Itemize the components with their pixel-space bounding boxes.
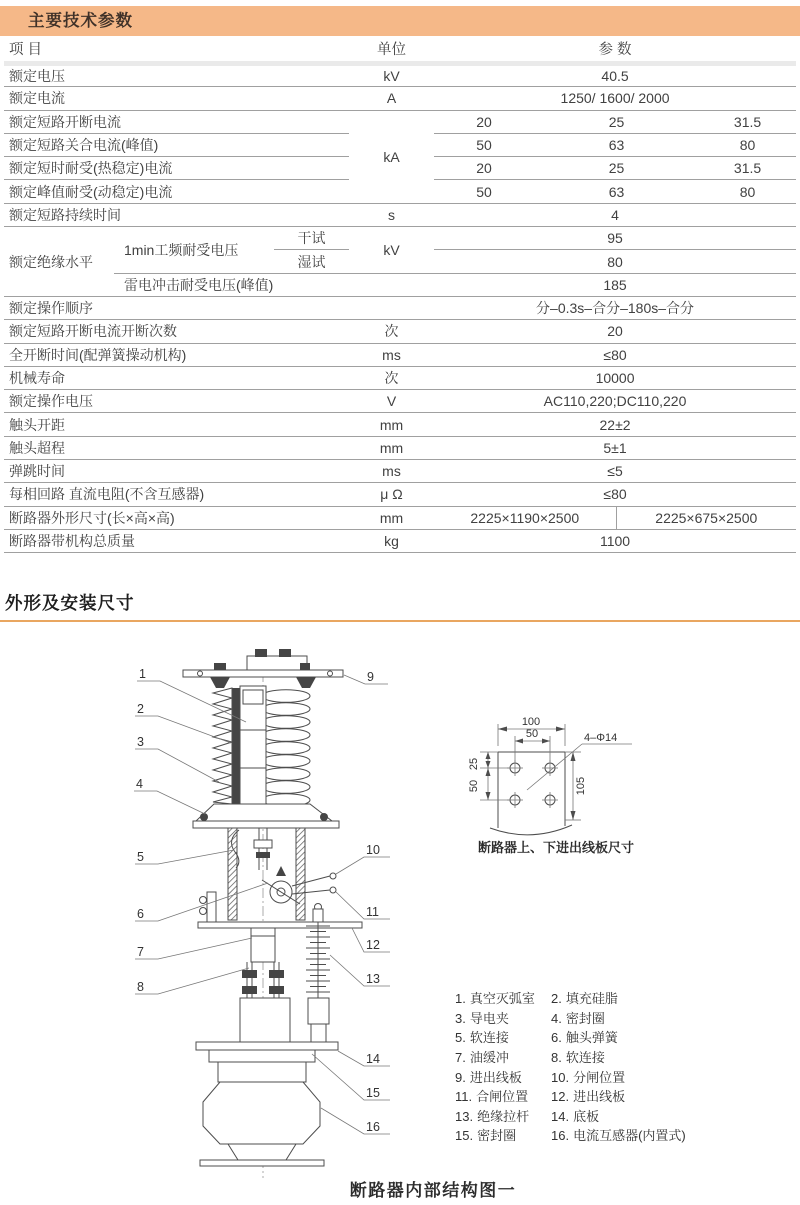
parts-legend: [455, 988, 730, 1145]
legend-row: [455, 1086, 730, 1106]
item-cell: 弹跳时间: [4, 460, 349, 483]
unit-cell: A: [349, 87, 434, 110]
item-cell: 额定操作顺序: [4, 296, 349, 319]
test-cell: 湿试: [274, 250, 349, 273]
unit-cell: kV: [349, 64, 434, 87]
item-cell: 断路器带机构总质量: [4, 529, 349, 552]
item-cell: 额定短路开断电流: [4, 110, 349, 133]
value-cell: 63: [534, 180, 699, 203]
item-cell: 触头开距: [4, 413, 349, 436]
item-sub-cell: 1min工频耐受电压: [114, 227, 274, 274]
spec-table: [4, 38, 796, 553]
value-cell: 2225×1190×2500: [434, 506, 616, 529]
callout-14: 14: [366, 1052, 380, 1066]
legend-item: 4. 密封圈: [551, 1010, 605, 1026]
value-cell: 95: [434, 227, 796, 250]
item-cell: 额定短时耐受(热稳定)电流: [4, 157, 349, 180]
legend-item: 7. 油缓冲: [455, 1050, 509, 1066]
item-group-cell: 额定绝缘水平: [4, 227, 114, 297]
item-cell: 触头超程: [4, 436, 349, 459]
value-cell: 80: [434, 250, 796, 273]
callout-4: 4: [136, 777, 143, 791]
orange-rule: [0, 620, 800, 622]
item-cell: 全开断时间(配弹簧操动机构): [4, 343, 349, 366]
value-cell: 25: [534, 110, 699, 133]
section1-title-bar: [0, 6, 800, 36]
callout-9: 9: [367, 670, 374, 684]
legend-row: [455, 1047, 730, 1067]
figure-caption: 断路器内部结构图一: [349, 1181, 517, 1200]
value-cell: 63: [534, 133, 699, 156]
value-cell: 22±2: [434, 413, 796, 436]
unit-cell: [349, 273, 434, 296]
value-cell: 4: [434, 203, 796, 226]
legend-row: [455, 1027, 730, 1047]
table-row: [4, 343, 796, 366]
unit-cell: 次: [349, 320, 434, 343]
callout-15: 15: [366, 1086, 380, 1100]
legend-row: [455, 988, 730, 1008]
table-row: [4, 390, 796, 413]
value-cell: 20: [434, 157, 534, 180]
legend-row: [455, 1125, 730, 1145]
dim-hole-spacing-v: 50: [468, 779, 480, 793]
unit-cell: kg: [349, 529, 434, 552]
value-cell: ≤80: [434, 343, 796, 366]
unit-cell: mm: [349, 506, 434, 529]
legend-item: 1. 真空灭弧室: [455, 991, 535, 1007]
col-header-param: 参 数: [434, 38, 796, 64]
dim-outer-width: 100: [521, 716, 541, 728]
callout-1: 1: [139, 667, 146, 681]
value-cell: 185: [434, 273, 796, 296]
value-cell: ≤80: [434, 483, 796, 506]
table-row: [4, 460, 796, 483]
value-cell: 25: [534, 157, 699, 180]
value-cell: ≤5: [434, 460, 796, 483]
legend-row: [455, 1008, 730, 1028]
value-cell: 10000: [434, 366, 796, 389]
item-cell: 额定电压: [4, 64, 349, 87]
main-drawing: [183, 649, 362, 1166]
hole-note: 4–Φ14: [584, 732, 618, 744]
value-cell: 80: [699, 180, 796, 203]
table-row: [4, 366, 796, 389]
legend-item: 12. 进出线板: [551, 1089, 626, 1105]
legend-row: [455, 1066, 730, 1086]
unit-cell: V: [349, 390, 434, 413]
unit-cell-ka: kA: [349, 110, 434, 203]
callout-10: 10: [366, 843, 380, 857]
callout-7: 7: [137, 945, 144, 959]
table-row: [4, 273, 796, 296]
table-row: [4, 64, 796, 87]
legend-item: 16. 电流互感器(内置式): [551, 1128, 686, 1144]
table-row: [4, 413, 796, 436]
legend-row: [455, 1106, 730, 1126]
item-cell: 额定操作电压: [4, 390, 349, 413]
table-row: [4, 296, 796, 319]
table-row: [4, 529, 796, 552]
unit-cell: 次: [349, 366, 434, 389]
value-cell: 2225×675×2500: [616, 506, 796, 529]
col-header-item: 项 目: [4, 38, 349, 64]
callout-3: 3: [137, 735, 144, 749]
legend-item: 10. 分闸位置: [551, 1069, 626, 1085]
detail-caption: 断路器上、下进出线板尺寸: [478, 840, 635, 855]
legend-item: 9. 进出线板: [455, 1069, 522, 1085]
item-cell: 额定短路持续时间: [4, 203, 349, 226]
callout-6: 6: [137, 907, 144, 921]
terminal-plate-detail: [468, 716, 632, 835]
value-cell: 31.5: [699, 157, 796, 180]
item-cell: 额定电流: [4, 87, 349, 110]
table-row: [4, 227, 796, 250]
legend-item: 8. 软连接: [551, 1050, 605, 1066]
unit-cell: mm: [349, 436, 434, 459]
section2-title: 外形及安装尺寸: [5, 593, 135, 613]
callout-11: 11: [366, 905, 379, 919]
unit-cell: s: [349, 203, 434, 226]
col-header-unit: 单位: [349, 38, 434, 64]
legend-item: 6. 触头弹簧: [551, 1030, 618, 1046]
legend-item: 5. 软连接: [455, 1030, 509, 1046]
callout-13: 13: [366, 972, 380, 986]
value-cell: 1250/ 1600/ 2000: [434, 87, 796, 110]
value-cell: 80: [699, 133, 796, 156]
value-cell: 5±1: [434, 436, 796, 459]
value-cell: 20: [434, 320, 796, 343]
table-row: [4, 483, 796, 506]
value-cell: 50: [434, 180, 534, 203]
table-row: [4, 110, 796, 133]
legend-item: 14. 底板: [551, 1108, 600, 1124]
table-row: [4, 436, 796, 459]
unit-cell: ms: [349, 343, 434, 366]
value-cell: AC110,220;DC110,220: [434, 390, 796, 413]
item-cell: 机械寿命: [4, 366, 349, 389]
value-cell: 50: [434, 133, 534, 156]
dim-hole-spacing-h: 50: [525, 728, 539, 740]
unit-cell-kv: kV: [349, 227, 434, 274]
unit-cell: ms: [349, 460, 434, 483]
legend-item: 13. 绝缘拉杆: [455, 1108, 530, 1124]
item-cell: 雷电冲击耐受电压(峰值): [114, 273, 349, 296]
value-cell: 40.5: [434, 64, 796, 87]
item-cell: 额定短路开断电流开断次数: [4, 320, 349, 343]
unit-cell: μ Ω: [349, 483, 434, 506]
table-row: [4, 506, 796, 529]
callout-16: 16: [366, 1120, 380, 1134]
value-cell: 1100: [434, 529, 796, 552]
callout-2: 2: [137, 702, 144, 716]
section1-title: 主要技术参数: [28, 12, 133, 30]
value-cell: 分–0.3s–合分–180s–合分: [434, 296, 796, 319]
unit-cell: mm: [349, 413, 434, 436]
unit-cell: [349, 296, 434, 319]
dim-plate-height: 105: [575, 776, 587, 796]
item-cell: 每相回路 直流电阻(不含互感器): [4, 483, 349, 506]
test-cell: 干试: [274, 227, 349, 250]
legend-item: 2. 填充硅脂: [551, 991, 618, 1007]
item-cell: 额定短路关合电流(峰值): [4, 133, 349, 156]
item-cell: 额定峰值耐受(动稳定)电流: [4, 180, 349, 203]
table-row: [4, 320, 796, 343]
item-cell: 断路器外形尺寸(长×高×高): [4, 506, 349, 529]
legend-item: 11. 合闸位置: [455, 1089, 529, 1105]
dim-top-offset: 25: [468, 757, 480, 771]
callout-12: 12: [366, 938, 380, 952]
legend-item: 3. 导电夹: [455, 1010, 509, 1026]
callout-8: 8: [137, 980, 144, 994]
callout-5: 5: [137, 850, 144, 864]
table-header-row: [4, 38, 796, 64]
legend-item: 15. 密封圈: [455, 1128, 517, 1144]
value-cell: 31.5: [699, 110, 796, 133]
value-cell: 20: [434, 110, 534, 133]
table-row: [4, 87, 796, 110]
table-row: [4, 203, 796, 226]
